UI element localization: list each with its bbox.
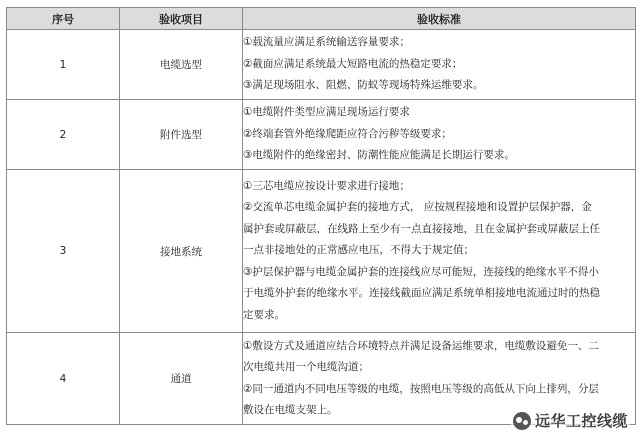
table-row	[7, 100, 636, 170]
standard-line: 一点非接地处的正常感应电压，不得大于规定值；	[243, 244, 474, 257]
row-number: 1	[7, 30, 120, 100]
standard-line: ①三芯电缆应按设计要求进行接地；	[243, 179, 410, 192]
row-item: 接地系统	[120, 170, 243, 333]
header-standard: 验收标准	[243, 8, 636, 30]
standard-line: ②截面应满足系统最大短路电流的热稳定要求；	[243, 57, 463, 70]
table-row	[7, 30, 636, 100]
watermark	[511, 410, 630, 431]
watermark-text: 远华工控线缆	[534, 412, 628, 430]
standard-line: ①敷设方式及通道应结合环境特点并满足设备运维要求，电缆敷设避免一、二	[243, 339, 599, 352]
row-number: 4	[7, 333, 120, 425]
standard-line: ③护层保护器与电缆金属护套的连接线应尽可能短，连接线的绝缘水平不得小	[243, 265, 599, 278]
standard-line: 定要求。	[243, 308, 285, 321]
acceptance-table	[6, 7, 636, 425]
standard-line: ①电缆附件类型应满足现场运行要求	[243, 106, 410, 119]
row-standard	[243, 100, 636, 170]
standard-line: 敷设在电缆支架上。	[243, 404, 338, 416]
standard-line: ②同一通道内不同电压等级的电缆，按照电压等级的高低从下向上排列，分层	[243, 382, 599, 395]
row-standard	[243, 30, 636, 100]
row-number: 3	[7, 170, 120, 333]
standard-line: ③电缆附件的绝缘密封、防潮性能应能满足长期运行要求。	[243, 149, 515, 162]
table-row	[7, 170, 636, 333]
standard-line: ①载流量应满足系统输送容量要求；	[243, 36, 410, 49]
standard-line: 次电缆共用一个电缆沟道；	[243, 361, 369, 373]
standard-line: 于电缆外护套的绝缘水平。连接线截面应满足系统单相接地电流通过时的热稳	[243, 287, 600, 300]
row-item: 电缆选型	[120, 30, 243, 100]
row-item: 附件选型	[120, 100, 243, 170]
table-header-row	[7, 8, 636, 30]
wechat-icon	[513, 412, 531, 430]
row-number: 2	[7, 100, 120, 170]
standard-line: ②交流单芯电缆金属护套的接地方式， 应按规程接地和设置护层保护器，金	[243, 201, 592, 214]
standard-line: 属护套或屏蔽层，在线路上至少有一点直接接地，且在金属护套或屏蔽层上任	[243, 222, 600, 235]
standard-line: ③满足现场阻水、阻燃、防蚁等现场特殊运维要求。	[243, 79, 484, 92]
row-standard	[243, 170, 636, 333]
row-item: 通道	[120, 333, 243, 425]
header-no: 序号	[7, 8, 120, 30]
standard-line: ②终端套管外绝缘爬距应符合污秽等级要求；	[243, 127, 452, 140]
header-item: 验收项目	[120, 8, 243, 30]
